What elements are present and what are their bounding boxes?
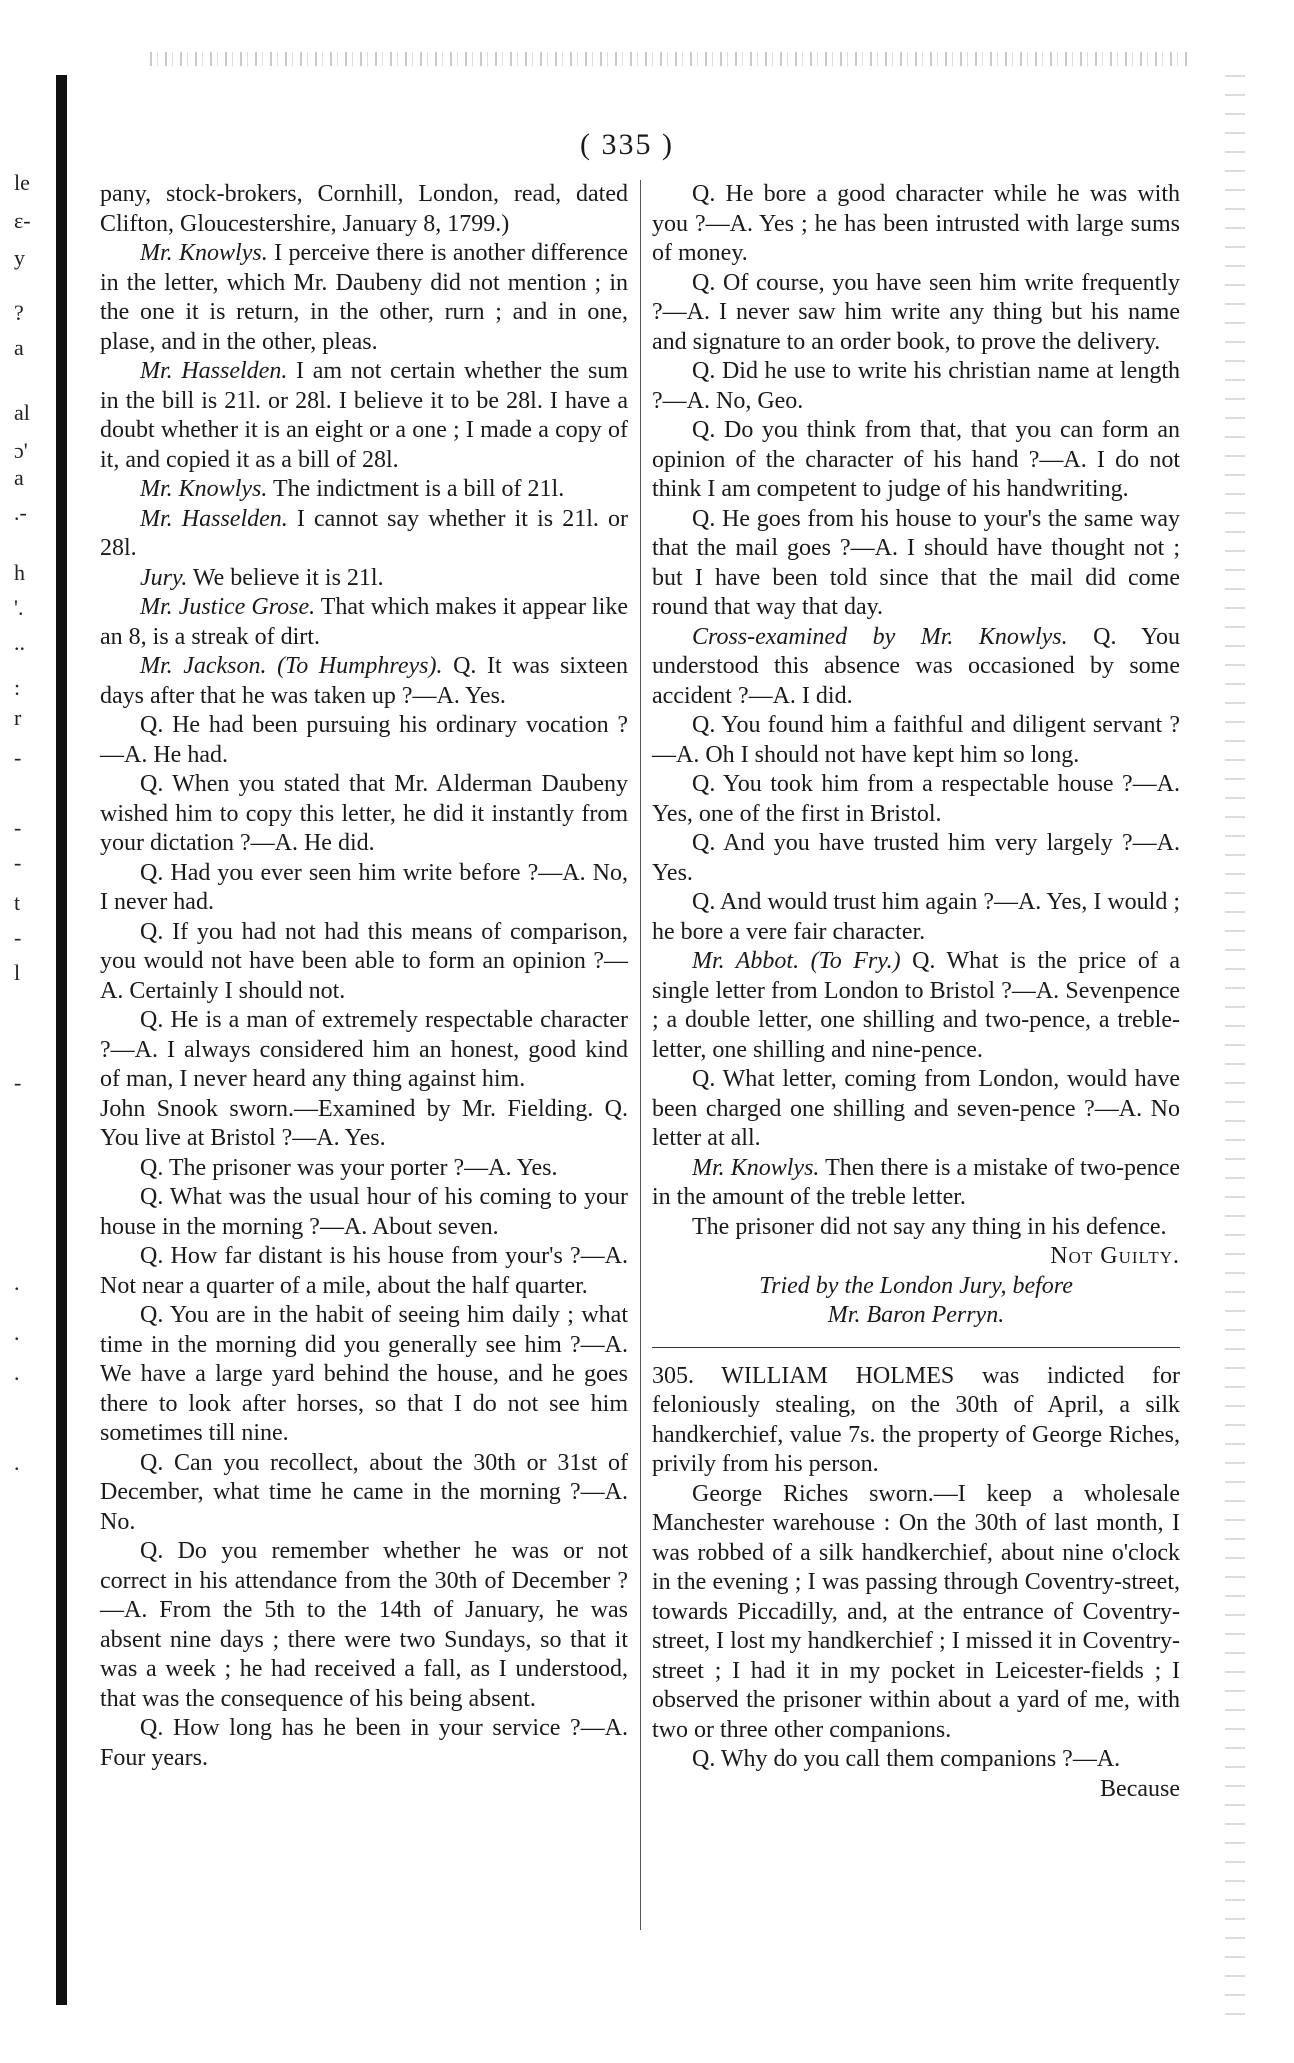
testimony-paragraph: Q. Why do you call them companions ?—A. xyxy=(692,1746,1121,1772)
testimony-paragraph xyxy=(652,357,1180,416)
testimony-paragraph xyxy=(100,564,628,594)
testimony-paragraph xyxy=(652,269,1180,358)
testimony-paragraph xyxy=(100,1301,628,1449)
margin-fragment: .- xyxy=(14,500,27,525)
witness-sworn-paragraph xyxy=(100,1095,628,1154)
margin-fragment: . xyxy=(14,1320,20,1345)
paragraph-text: Q. He goes from his house to your's the same way that the mail goes ?—A. I should have thought not ; but I have been told since that the mail did come round that way that day. xyxy=(652,505,1180,620)
speaker-label: Mr. Jackson. (To Humphreys). xyxy=(140,653,443,679)
paragraph-text: Q. You are in the habit of seeing him daily ; what time in the morning did you generally see him ?—A. We have a large yard behind the house, and he goes there to look after horses, so that I do not see him sometimes till nine. xyxy=(100,1302,628,1446)
margin-fragment: - xyxy=(14,925,22,950)
testimony-paragraph xyxy=(100,180,628,239)
testimony-paragraph xyxy=(100,357,628,475)
paragraph-text: We believe it is 21l. xyxy=(192,564,384,591)
paragraph-text: Q. How long has he been in your service ?—A. Four years. xyxy=(100,1715,628,1771)
paragraph-text: Q. You found him a faithful and diligent servant ?—A. Oh I should not have kept him so long. xyxy=(652,712,1180,768)
paragraph-text: Q. And would trust him again ?—A. Yes, I would ; he bore a vere fair character. xyxy=(652,889,1180,945)
testimony-paragraph xyxy=(100,1006,628,1095)
paragraph-text: Q. What letter, coming from London, would have been charged one shilling and seven-pence ?—A. No letter at all. xyxy=(652,1066,1180,1151)
testimony-paragraph xyxy=(100,711,628,770)
paragraph-text: pany, stock-brokers, Cornhill, London, read, dated Clifton, Gloucestershire, January 8, 1799.) xyxy=(100,181,628,237)
testimony-paragraph xyxy=(100,770,628,859)
speaker-label: Mr. Knowlys. xyxy=(140,240,268,266)
testimony-paragraph: George Riches sworn.—I keep a wholesale Manchester warehouse : On the 30th of last month, I was robbed of a silk handkerchief, about nine o'clock in the evening ; I was passing through Coventry-street, towards Piccadilly, and, at the entrance of Coventry-street, I lost my handkerchief ; I missed it in Coventry-street ; I had it in my pocket in Leicester-fields ; I observed the prisoner within about a yard of me, with two or three other companions. xyxy=(652,1480,1180,1743)
margin-fragment: y xyxy=(14,245,25,270)
testimony-paragraph xyxy=(100,1183,628,1242)
paragraph-text: I am not certain whether the sum in the bill is 21l. or 28l. I believe it to be 28l. I have a doubt whether it is an eight or a one ; I made a copy of it, and copied it as a bill of 28l. xyxy=(100,358,629,473)
testimony-paragraph xyxy=(652,1213,1180,1243)
margin-fragment: r xyxy=(14,705,22,730)
paragraph-text: Q. Of course, you have seen him write frequently ?—A. I never saw him write any thing but his name and signature to an order book, to prove the delivery. xyxy=(652,269,1180,355)
paragraph-text: John Snook sworn.—Examined by Mr. Fielding. Q. You live at Bristol ?—A. Yes. xyxy=(100,1095,628,1151)
binding-shadow xyxy=(56,75,67,2005)
paragraph-text: Q. What was the usual hour of his coming to your house in the morning ?—A. About seven. xyxy=(100,1184,628,1240)
margin-fragment: - xyxy=(14,850,22,875)
paragraph-text: Q. Had you ever seen him write before ?—A. No, I never had. xyxy=(100,859,628,915)
paragraph-text: Then there is a mistake of two-pence in the amount of the treble letter. xyxy=(652,1154,1180,1210)
margin-fragment: h xyxy=(14,560,25,585)
testimony-paragraph xyxy=(652,505,1180,623)
scan-right-edge xyxy=(1225,75,1245,2025)
testimony-paragraph xyxy=(100,1242,628,1301)
paragraph-text: Q. Can you recollect, about the 30th or 31st of December, what time he came in the morning ?—A. No. xyxy=(100,1449,628,1535)
margin-fragment: - xyxy=(14,815,22,840)
verdict-text: Not Guilty. xyxy=(1050,1243,1180,1269)
margin-fragment: '. xyxy=(14,595,24,620)
speaker-label: Mr. Abbot. (To Fry.) xyxy=(692,948,901,974)
speaker-label: Mr. Justice Grose. xyxy=(140,594,316,620)
speaker-label: Mr. Knowlys. xyxy=(140,476,268,502)
testimony-paragraph xyxy=(652,180,1180,269)
verdict xyxy=(652,1242,1180,1272)
testimony-paragraph xyxy=(652,1065,1180,1154)
paragraph-text: Q. Did he use to write his christian name at length ?—A. No, Geo. xyxy=(652,358,1180,414)
margin-fragment: . xyxy=(14,1450,20,1475)
paragraph-text: Q. He is a man of extremely respectable character ?—A. I always considered him an honest, good kind of man, I never heard any thing against him. xyxy=(100,1007,628,1092)
testimony-paragraph xyxy=(652,1154,1180,1213)
testimony-paragraph xyxy=(652,829,1180,888)
margin-fragment: - xyxy=(14,1070,22,1095)
paragraph-text: Q. When you stated that Mr. Alderman Daubeny wished him to copy this letter, he did it instantly from your dictation ?—A. He did. xyxy=(100,771,628,856)
paragraph-text: Q. How far distant is his house from your's ?—A. Not near a quarter of a mile, about the half quarter. xyxy=(100,1243,628,1299)
paragraph-text: I perceive there is another difference in the letter, which Mr. Daubeny did not mention ; in the one it is return, in the other, rurn ; and in one, plase, and in the other, pleas. xyxy=(100,240,628,355)
paragraph-text: The prisoner did not say any thing in his defence. xyxy=(692,1213,1167,1240)
testimony-paragraph xyxy=(100,505,628,564)
paragraph-text: Q. What is the price of a single letter from London to Bristol ?—A. Sevenpence ; a double letter, one shilling and two-pence, a treble-letter, one shilling and nine-pence. xyxy=(652,948,1180,1063)
testimony-paragraph xyxy=(100,593,628,652)
paragraph-text: Q. The prisoner was your porter ?—A. Yes. xyxy=(140,1154,558,1181)
paragraph-text: That which makes it appear like an 8, is a streak of dirt. xyxy=(100,594,628,650)
paragraph-text: Q. You understood this absence was occasioned by some accident ?—A. I did. xyxy=(652,623,1181,709)
testimony-paragraph xyxy=(100,1714,628,1773)
margin-fragment: - xyxy=(14,745,22,770)
page-number: ( 335 ) xyxy=(580,128,674,161)
testimony-paragraph xyxy=(100,475,628,505)
paragraph-text: Q. And you have trusted him very largely ?—A. Yes. xyxy=(652,830,1180,886)
paragraph-text: Q. He bore a good character while he was with you ?—A. Yes ; he has been intrusted with large sums of money. xyxy=(652,181,1180,266)
margin-fragment: l xyxy=(14,960,21,985)
paragraph-text: Q. Do you remember whether he was or not correct in his attendance from the 30th of December ?—A. From the 5th to the 14th of January, he was absent nine days ; there were two Sundays, so that it was a week ; he had received a fall, as I understood, that was the consequence of his being absent. xyxy=(100,1538,628,1712)
margin-fragment: a xyxy=(14,335,24,360)
paragraph-text: Q. He had been pursuing his ordinary vocation ?—A. He had. xyxy=(100,712,628,768)
margin-fragment: t xyxy=(14,890,21,915)
paragraph-text: Q. Do you think from that, that you can form an opinion of the character of his hand ?—A. I do not think I am competent to judge of his handwriting. xyxy=(652,417,1180,502)
paragraph-text: I cannot say whether it is 21l. or 28l. xyxy=(100,505,629,561)
testimony-paragraph xyxy=(652,888,1180,947)
testimony-paragraph xyxy=(100,239,628,357)
testimony-paragraph xyxy=(652,623,1180,712)
testimony-paragraph xyxy=(652,711,1180,770)
scan-top-noise xyxy=(150,52,1190,66)
tried-by-line: Tried by the London Jury, before xyxy=(759,1272,1073,1299)
speaker-label: Mr. Hasselden. xyxy=(140,358,288,384)
paragraph-text: The indictment is a bill of 21l. xyxy=(272,476,565,502)
paragraph-text: Q. If you had not had this means of comparison, you would not have been able to form an opinion ?—A. Certainly I should not. xyxy=(100,918,628,1004)
right-column xyxy=(652,180,1180,1804)
speaker-label: Jury. xyxy=(140,564,188,591)
speaker-label: Mr. Knowlys. xyxy=(692,1154,820,1181)
margin-fragment: al xyxy=(14,400,30,425)
judge-line: Mr. Baron Perryn. xyxy=(827,1302,1005,1328)
margin-fragment: le xyxy=(14,170,30,195)
testimony-paragraph xyxy=(100,652,628,711)
speaker-label: Mr. Hasselden. xyxy=(140,505,288,532)
speaker-label: Cross-examined by Mr. Knowlys. xyxy=(692,623,1068,650)
testimony-paragraph xyxy=(100,1537,628,1714)
paragraph-text: Q. It was sixteen days after that he was taken up ?—A. Yes. xyxy=(100,653,629,709)
catchword: Because xyxy=(1100,1775,1180,1802)
margin-fragment: : xyxy=(14,675,21,700)
testimony-paragraph xyxy=(652,770,1180,829)
paragraph-text: Q. You took him from a respectable house ?—A. Yes, one of the first in Bristol. xyxy=(652,771,1180,827)
testimony-paragraph xyxy=(652,416,1180,505)
margin-fragment: ? xyxy=(14,300,24,325)
testimony-paragraph xyxy=(100,859,628,918)
testimony-paragraph xyxy=(652,947,1180,1065)
margin-fragment: a xyxy=(14,465,24,490)
margin-fragment: ɛ- xyxy=(14,208,31,233)
margin-fragment: . xyxy=(14,1270,20,1295)
testimony-paragraph xyxy=(100,1449,628,1538)
margin-fragment: .. xyxy=(14,630,25,655)
left-column xyxy=(100,180,628,1773)
testimony-paragraph xyxy=(100,1154,628,1184)
margin-fragment: . xyxy=(14,1360,20,1385)
testimony-paragraph xyxy=(100,918,628,1007)
case-heading: 305. WILLIAM HOLMES was indicted for feloniously stealing, on the 30th of April, a silk handkerchief, value 7s. the property of George Riches, privily from his person. xyxy=(652,1362,1180,1477)
margin-fragment: ɔ' xyxy=(14,438,28,463)
case-separator-rule xyxy=(652,1347,1180,1348)
column-divider xyxy=(640,180,641,1930)
